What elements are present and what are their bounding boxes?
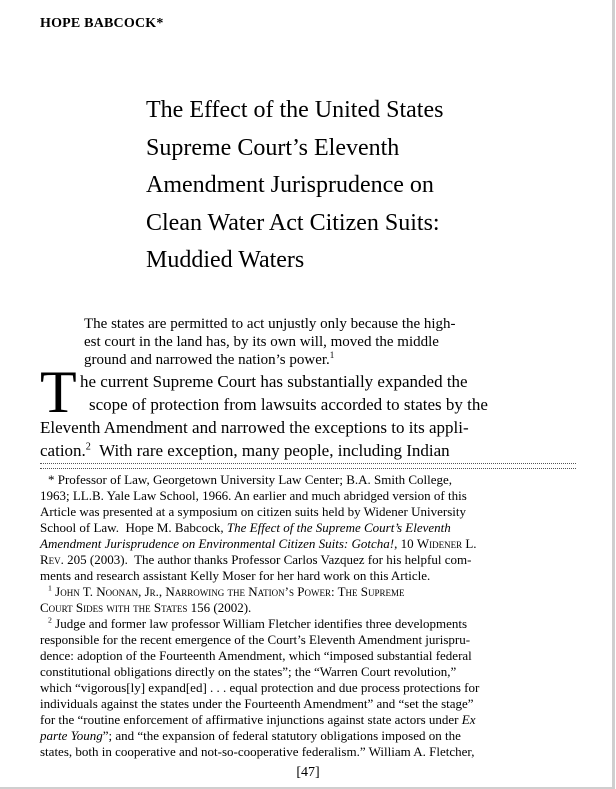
footnote-text: School of Law. Hope M. Babcock, [40, 520, 227, 535]
title-line: Clean Water Act Citizen Suits: [146, 209, 440, 236]
footnote-2 [40, 616, 576, 632]
body-line [40, 439, 576, 462]
cited-title: The Effect of the Supreme Court’s Eleventh [226, 520, 451, 535]
page-number: [47] [296, 765, 320, 780]
footnote-text: , 10 [394, 536, 417, 551]
footnote-2-line: which “vigorous[ly] expand[ed] . . . equal protection and due process protections for [40, 680, 480, 695]
body-line: scope of protection from lawsuits accorded to states by the [89, 395, 488, 414]
title-line: Muddied Waters [146, 247, 305, 273]
footnote-star-line: Article was presented at a symposium on citizen suits held by Widener University [40, 504, 466, 519]
body-text-segment: cation. [40, 441, 86, 460]
footnote-star-line: 1963; LL.B. Yale Law School, 1966. An earlier and much abridged version of this [40, 488, 467, 503]
epigraph-line: The states are permitted to act unjustly only because the high- [84, 316, 456, 332]
footnote-2-line [40, 728, 576, 744]
footnote-text: 156 (2002). [187, 600, 252, 615]
footnote-star-line [40, 536, 576, 552]
case-name: Ex [461, 712, 476, 727]
epigraph [84, 315, 524, 369]
footnote-2-line: states, both in cooperative and not-so-cooperative federalism.” William A. Fletcher, [40, 744, 475, 759]
footnote-ref-2[interactable]: 2 [85, 441, 91, 453]
footnote-2-line: dence: adoption of the Fourteenth Amendment, which “imposed substantial federal [40, 648, 472, 663]
footnote-1-line [40, 600, 576, 616]
case-name: parte Young [40, 728, 103, 743]
epigraph-line: ground and narrowed the nation’s power. [84, 352, 330, 368]
article-title [146, 92, 586, 280]
body-line: he current Supreme Court has substantially expanded the [80, 372, 468, 391]
footnote-text: for the “routine enforcement of affirmative injunctions against state actors under [40, 712, 462, 727]
drop-cap: T [40, 359, 77, 425]
footnote-number: 2 [48, 615, 52, 625]
epigraph-line: est court in the land has, by its own will, moved the middle [84, 334, 439, 350]
footnote-star-line [40, 552, 576, 568]
cited-book: John T. Noonan, Jr., Narrowing the Nation’s Power: The Supreme [55, 584, 405, 599]
footnote-number: 1 [48, 583, 52, 593]
footnote-1 [40, 584, 576, 600]
footnote-2-line [40, 712, 576, 728]
footnote-ref-1[interactable]: 1 [329, 350, 335, 360]
body-text-segment: With rare exception, many people, including Indian [90, 441, 450, 460]
footnote-2-line: responsible for the recent emergence of the Court’s Eleventh Amendment jurispru- [40, 632, 471, 647]
footnotes [40, 472, 576, 760]
footnote-text: Judge and former law professor William Fletcher identifies three developments [55, 616, 468, 631]
footnote-2-line: individuals against the states under the Fourteenth Amendment” and “set the stage” [40, 696, 474, 711]
footnote-text: ”; and “the expansion of federal statutory obligations imposed on the [102, 728, 461, 743]
author-header: HOPE BABCOCK* [40, 16, 164, 31]
footnote-2-line: constitutional obligations directly on the states”; the “Warren Court revolution,” [40, 664, 457, 679]
journal-name: Rev. [40, 552, 64, 567]
footnote-star-line: ments and research assistant Kelly Moser for her hard work on this Article. [40, 568, 431, 583]
footnote-star-line [40, 520, 576, 536]
cited-book: Court Sides with the States [40, 600, 188, 615]
body-text [40, 370, 576, 462]
title-line: Supreme Court’s Eleventh [146, 134, 400, 161]
cited-title: Amendment Jurisprudence on Environmental Citizen Suits: Gotcha! [40, 536, 395, 551]
title-line: The Effect of the United States [146, 97, 444, 123]
footnote-star-line: * Professor of Law, Georgetown University Law Center; B.A. Smith College, [48, 472, 453, 487]
body-line: Eleventh Amendment and narrowed the exceptions to its appli- [40, 418, 469, 437]
footnote-divider [40, 463, 576, 469]
title-line: Amendment Jurisprudence on [146, 172, 434, 198]
footnote-text: 205 (2003). The author thanks Professor Carlos Vazquez for his helpful com- [63, 552, 472, 567]
journal-name: Widener L. [416, 536, 477, 551]
